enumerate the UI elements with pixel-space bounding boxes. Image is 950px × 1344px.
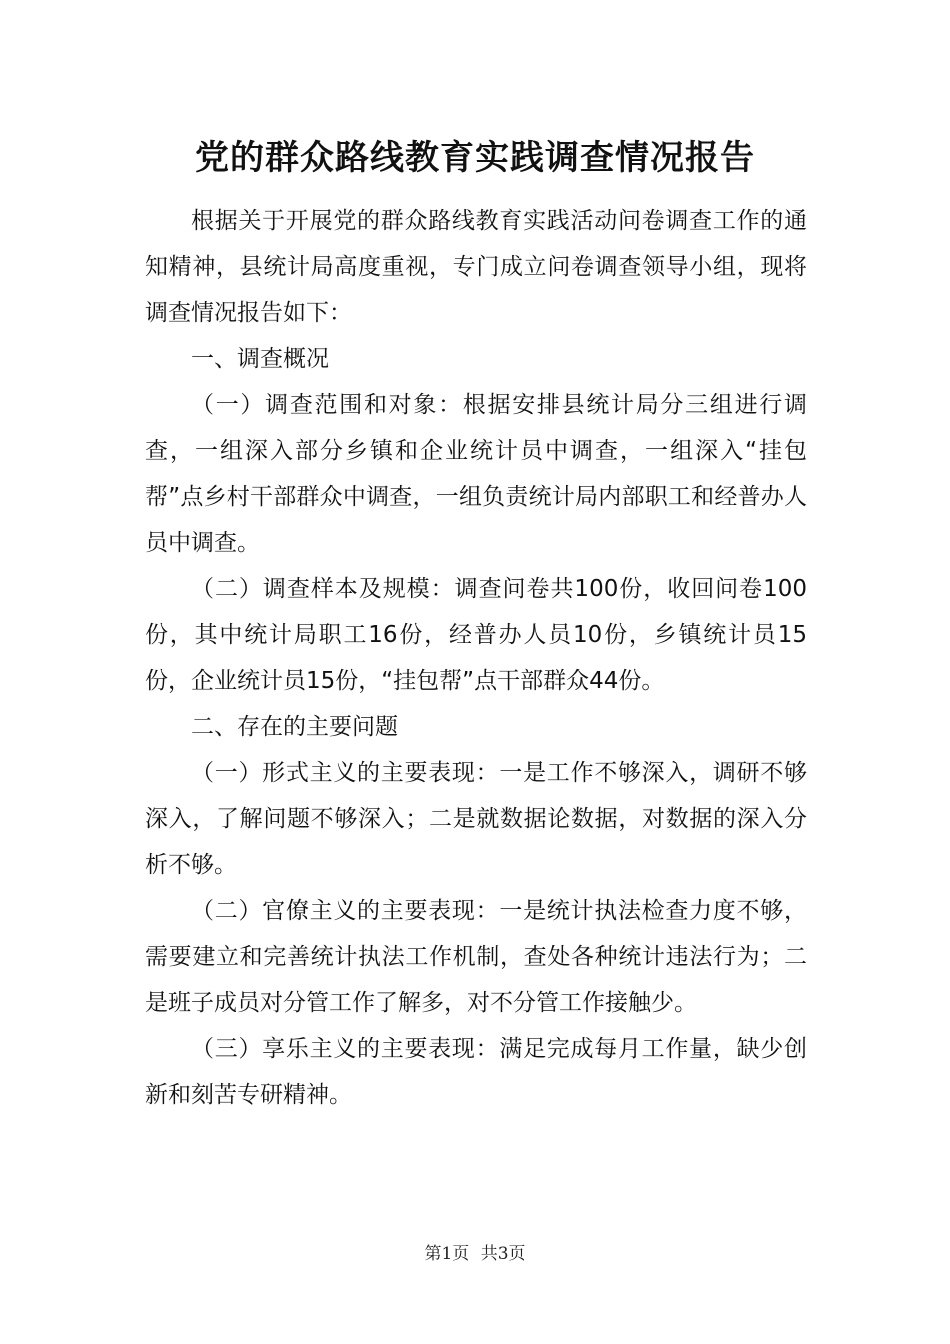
paragraph-formalism: （一）形式主义的主要表现：一是工作不够深入，调研不够深入，了解问题不够深入；二是就数据论数据，对数据的深入分析不够。	[145, 760, 807, 878]
paragraph-survey-scope: （一）调查范围和对象：根据安排县统计局分三组进行调查，一组深入部分乡镇和企业统计员中调查，一组深入“挂包帮”点乡村干部群众中调查，一组负责统计局内部职工和经普办人员中调查。	[145, 392, 807, 556]
document-title: 党的群众路线教育实践调查情况报告	[195, 138, 755, 178]
document-body	[145, 198, 807, 1118]
paragraph-hedonism: （三）享乐主义的主要表现：满足完成每月工作量，缺少创新和刻苦专研精神。	[145, 1036, 807, 1108]
page-footer	[0, 1242, 950, 1266]
section-heading-main-problems: 二、存在的主要问题	[191, 714, 398, 740]
section-heading-survey-overview: 一、调查概况	[191, 346, 329, 372]
intro-paragraph: 根据关于开展党的群众路线教育实践活动问卷调查工作的通知精神，县统计局高度重视，专门成立问卷调查领导小组，现将调查情况报告如下：	[145, 208, 807, 326]
page-number-current: 第1页	[424, 1244, 470, 1264]
paragraph-survey-sample: （二）调查样本及规模：调查问卷共100份，收回问卷100份，其中统计局职工16份，经普办人员10份，乡镇统计员15份，企业统计员15份，“挂包帮”点干部群众44份。	[145, 576, 807, 694]
page-number-total: 共3页	[480, 1244, 526, 1264]
paragraph-bureaucratism: （二）官僚主义的主要表现：一是统计执法检查力度不够，需要建立和完善统计执法工作机制，查处各种统计违法行为；二是班子成员对分管工作了解多，对不分管工作接触少。	[145, 898, 807, 1016]
